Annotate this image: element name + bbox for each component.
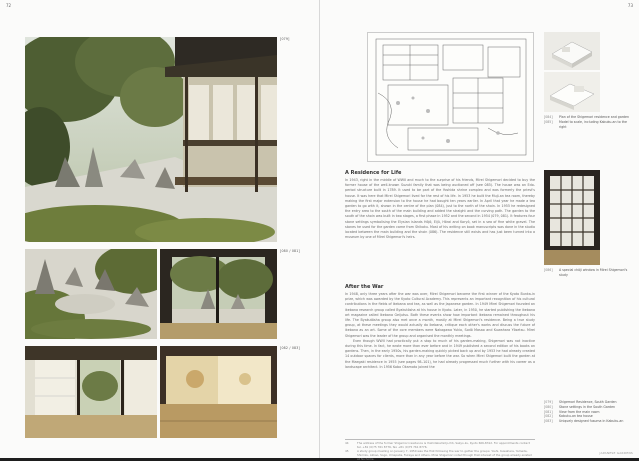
photo-scale-model-2 [544, 72, 600, 112]
photo-tea-house [25, 346, 157, 438]
caption-photo-middle: [080 / 081] [280, 249, 300, 253]
side-caption-text: Shigemori Residence, South Garden [559, 400, 617, 404]
side-caption-code: [082] [544, 414, 553, 419]
body-after-the-war [345, 292, 535, 438]
footnote-text: A study group meeting on January 7, 1950 was the first following the war to gather the groups: Yoshi, Kuwahara, Yamada, Shimizu, Akkao, Sogo, Umepalla, Fukaya and others. Mirei Shigemori noted though that interest of the group already existed at his home. [357, 449, 532, 461]
side-caption-window [544, 268, 634, 278]
photo-tea-house-image [25, 346, 157, 438]
left-page [0, 0, 320, 458]
paragraph: In 1943, right in the middle of WWII and much to the surprise of his friends, Mirei Shigemori decided to buy the former house of the well-known Suzuki family that was being auctioned off (see 085). The house was an Edo-period structure built in 1789. It used to be part of the Yoshida shrine complex and was formerly the priest's house. It was here that Mirei Shigemori lived for the rest of his life. In 1953 he built the Muji-an tea room, thereby making the first major extension to the house he had bought ten years earlier. In April that year he made a tea garden to go with it, shown in the centre of the plan (084), just to the north of the shoin. In 1955 he redesigned the entry area to the south of the main building and added the straight and the curving path. The garden to the south of the shoin was built in two stages, a first phase in 1952 and the second in 1954 (079, 081). It features four stone settings symbolising the Elysian islands Hōjō, Eijū, Hōrai and Koryō, set in a sea of fine white gravel. The stones he used for the garden came from Shikoku. Most of his writing on book manuscripts was done in the studio located between the main building and the shoin (086). The residence still exists and has just been turned into a museum by one of Mirei Shigemori's heirs. [345, 178, 535, 240]
footnote [345, 441, 535, 449]
side-captions-top [544, 115, 634, 129]
paragraph: Even though WWII had practically put a stop to much of his garden-making, Shigemori was not inactive during this time. In fact, he wrote more than ever before and in 1949 published a second edition of his books on gardens. Then, in the early 1950s, his garden-making quickly picked back up and by 1953 he had already created 14 outdoor spaces for clients, more than in any year before the war. So when Mirei Shigemori built the garden at the Maegaki residence in 1955 (see pages 98–101), he had already progressed much further with his career as a landscape architect. In 1956 Kobo Okamoto joined the [345, 338, 535, 369]
side-caption-text: Kabuku-an tea house [559, 414, 593, 419]
photo-scale-model-2-image [544, 72, 600, 112]
side-captions-bottom [544, 400, 634, 424]
side-caption-code: [079] [544, 400, 553, 404]
heading-after-the-war: After the War [345, 284, 384, 290]
side-caption-text: Model to scale, including Kabuku-an to the right [559, 119, 627, 129]
side-caption-model [544, 120, 634, 130]
body-residence-for-life [345, 178, 535, 279]
photo-choji-window-image [544, 170, 600, 265]
side-caption-code: [083] [544, 419, 553, 424]
photo-south-garden-image [25, 37, 277, 242]
footnote-number: 44 [345, 441, 349, 445]
side-caption-text: Plan of the Shigemori residence and garden [559, 115, 630, 119]
side-caption-code: [084] [544, 115, 553, 119]
photo-scale-model-image [544, 32, 600, 70]
footnote [345, 449, 535, 461]
photo-stone-settings-image [25, 249, 157, 339]
photo-scale-model [544, 32, 600, 70]
side-caption-code: [081] [544, 409, 553, 414]
photo-choji-window [544, 170, 600, 265]
page-number-right: 73 [627, 3, 633, 8]
photo-main-room-view [160, 249, 277, 339]
paragraph: In 1948, only three years after the war was over, Mirei Shigemori became the first winner of the Kyoto Bunka-in prize, which was awarded by the Kyoto Cultural Academy. This represents an important recognition of his cultural contributions in the fields of ikebana and tea, as well as the Japanese garden. In 1949 Mirei Shigemori founded an ikebana research group called Byakutōsha at his house in Kyoto. Later, in 1950, he started publishing the ikebana art magazine called Ikebana Geijutsu. Both these events show how important ikebana remained throughout his life. The Byakutōsha group also met once a month, mostly at Mirei Shigemori's residence. Being a true study group, at these meetings they would actually do ikebana, critique each other's works and discuss the future of ikebana as an art. Some of the core members were Nakagawa Yukio, Sodō Masao and Kuwahara Yōsetsu. Mirei Shigemori was the leader of the group and organised the monthly meetings. [345, 292, 535, 338]
footnote-number: 45 [345, 449, 349, 453]
site-plan-image [368, 33, 533, 161]
site-plan-drawing [367, 32, 534, 162]
side-caption-text: View from the main room [559, 409, 600, 414]
photo-fusuma [160, 346, 277, 438]
photo-south-garden [25, 37, 277, 242]
side-caption-code: [080] [544, 404, 553, 409]
side-caption-code: [086] [544, 268, 553, 272]
photo-main-room-view-image [160, 249, 277, 339]
side-caption-item [544, 419, 634, 424]
side-caption-text: Stone settings in the South Garden [559, 404, 616, 409]
side-caption-text: A special chōji window in Mirei Shigemori's study [559, 268, 628, 277]
side-caption-code: [085] [544, 119, 553, 124]
footnote-text: The address of the former Shigemori residence is Yoshidakamiōji-chō, Sakyo-ku, Kyoto 606-8312. For appointments contact tel. +81 (0)75 761 8776, fax +81 (0)75 761 8776. [357, 441, 530, 449]
page-number-left: 72 [6, 3, 12, 8]
photo-fusuma-image [160, 346, 277, 438]
side-caption-text: Uniquely designed fusuma in Kabuku-an [559, 419, 624, 424]
caption-photo-bottom: [082 / 083] [280, 346, 300, 350]
right-page [320, 0, 639, 461]
photo-stone-settings [25, 249, 157, 339]
running-footer: JAPANESE GARDENS [599, 451, 633, 455]
heading-residence-for-life: A Residence for Life [345, 170, 402, 176]
footnotes [345, 441, 535, 461]
caption-photo-top: [079] [280, 37, 290, 41]
footnote-rule [345, 439, 535, 440]
caption-window [544, 268, 634, 278]
